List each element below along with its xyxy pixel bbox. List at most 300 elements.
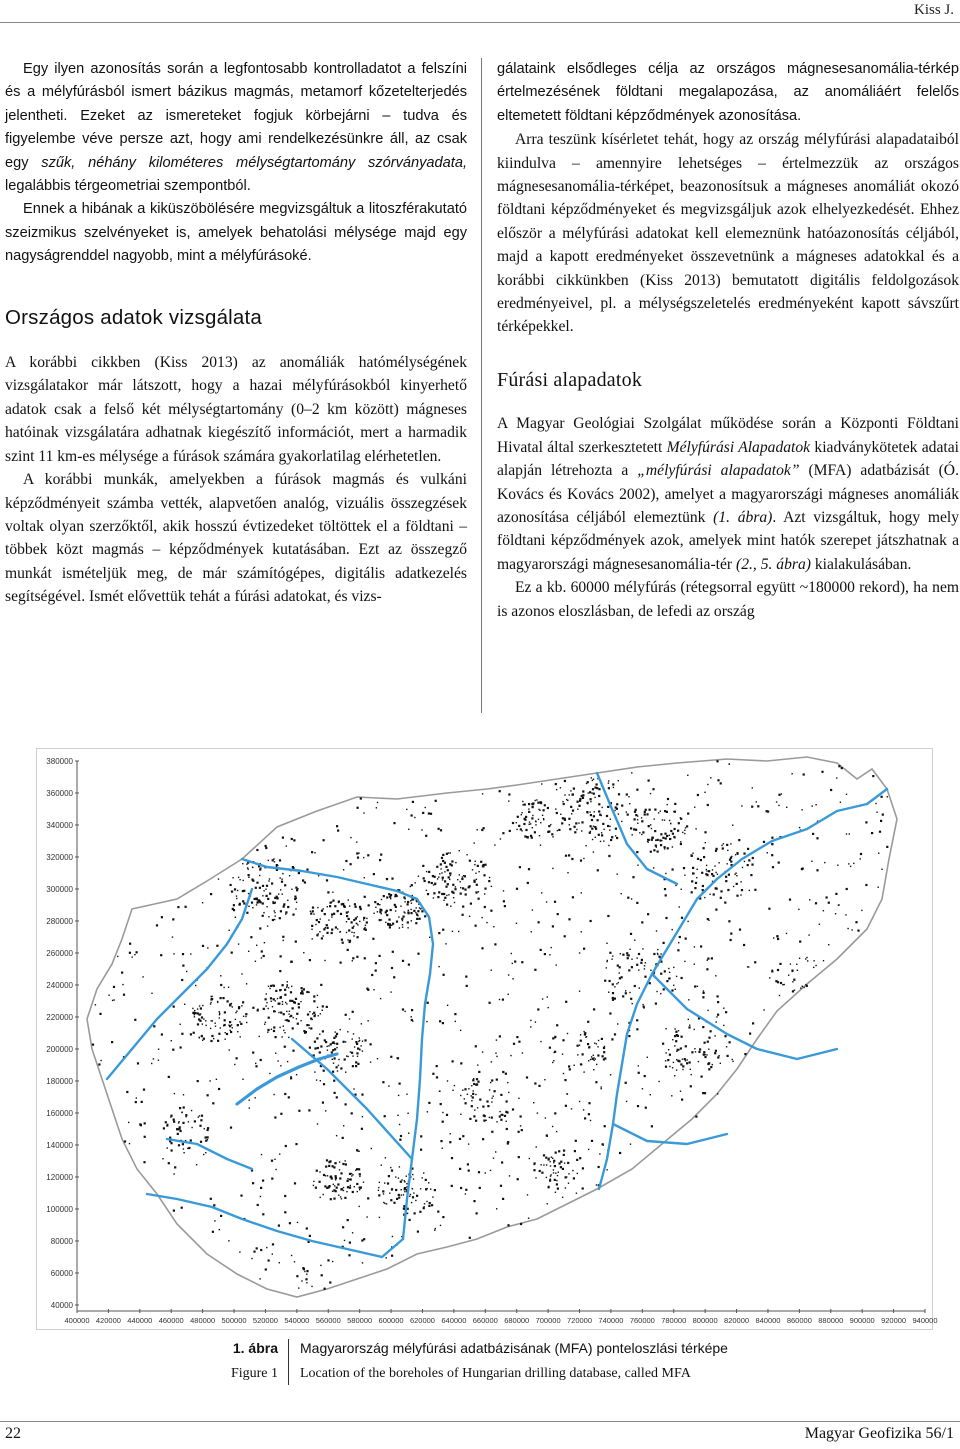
borehole-point [334,1057,336,1059]
borehole-point [415,1200,416,1201]
borehole-point [202,1005,203,1006]
borehole-point [264,942,265,943]
borehole-point [378,1190,379,1191]
borehole-point [465,893,467,895]
borehole-point [522,1052,523,1053]
x-tick-label: 500000 [221,1316,247,1325]
borehole-point [669,1066,670,1067]
borehole-point [248,869,249,870]
borehole-point [280,877,281,878]
borehole-point [438,828,440,830]
borehole-point [359,1049,360,1050]
borehole-point [322,1102,324,1104]
borehole-point [337,928,338,929]
borehole-point [341,939,343,941]
borehole-point [304,881,306,883]
borehole-point [260,901,262,903]
borehole-point [676,1059,677,1060]
borehole-point [210,1040,212,1042]
borehole-point [202,945,204,947]
borehole-point [744,861,745,862]
borehole-point [657,949,658,950]
borehole-point [532,803,534,805]
borehole-point [533,1169,535,1171]
borehole-point [185,1114,187,1116]
borehole-point [359,1176,360,1177]
borehole-point [684,1058,686,1060]
borehole-point [240,1195,242,1197]
figure-caption-en: Location of the boreholes of Hungarian drilling database, called MFA [300,1366,691,1381]
borehole-point [575,1140,577,1142]
borehole-point [493,926,494,927]
borehole-point [294,1261,295,1262]
borehole-point [590,1120,591,1121]
borehole-point [588,792,589,793]
borehole-point [181,979,183,981]
borehole-point [284,994,286,996]
borehole-point [751,806,753,808]
borehole-point [411,920,412,921]
borehole-point [256,898,258,900]
borehole-point [277,998,278,999]
borehole-point [677,830,679,832]
borehole-point [618,780,619,781]
borehole-point [200,1119,202,1121]
borehole-point [484,1115,486,1117]
borehole-point [179,1129,180,1130]
borehole-point [238,904,239,905]
borehole-point [242,1001,244,1003]
borehole-point [357,857,359,859]
borehole-point [611,836,613,838]
borehole-point [236,1057,238,1059]
borehole-point [316,1079,317,1080]
borehole-point [525,816,527,818]
borehole-point [751,864,753,866]
borehole-point [288,1096,290,1098]
borehole-point [339,1169,340,1170]
borehole-point [650,970,651,971]
borehole-point [229,1021,231,1023]
river-drava [147,1194,403,1257]
borehole-point [197,1080,199,1082]
borehole-point [277,1060,278,1061]
borehole-point [346,915,348,917]
river-tisza [599,789,887,1189]
borehole-point [669,1054,671,1056]
borehole-point [391,1255,393,1257]
borehole-point [219,1013,220,1014]
borehole-point [417,910,419,912]
borehole-point [708,920,709,921]
borehole-point [230,1030,231,1031]
borehole-point [608,780,609,781]
borehole-point [265,889,266,890]
borehole-point [246,983,247,984]
borehole-point [268,986,269,987]
borehole-point [522,804,523,805]
borehole-point [306,869,308,871]
right-paragraph-1: gálataink elsődleges célja az országos mágnesesanomália-térkép értelmezésének földtani megalapozása, az anomáliáért felelős eltemetett földtani képződmények azonosítása. [497,61,959,124]
borehole-point [373,873,375,875]
borehole-point [560,787,561,788]
borehole-point [322,1031,323,1032]
borehole-point [288,1037,289,1038]
borehole-point [410,1194,411,1195]
borehole-point [706,1054,707,1055]
borehole-point [791,970,793,972]
borehole-point [390,1167,391,1168]
borehole-point [672,1067,673,1068]
borehole-point [611,1038,613,1040]
borehole-point [675,1040,677,1042]
borehole-point [718,1055,719,1056]
borehole-point [691,891,693,893]
borehole-point [389,1193,390,1194]
borehole-point [701,1076,703,1078]
borehole-point [590,831,591,832]
river-maros [613,1124,727,1144]
borehole-point [540,1041,541,1042]
borehole-point [255,1097,256,1098]
borehole-point [322,1010,323,1011]
borehole-point [410,900,411,901]
borehole-point [857,930,859,932]
borehole-point [608,782,609,783]
borehole-point [771,843,773,845]
borehole-point [598,1166,600,1168]
borehole-point [621,893,622,894]
borehole-point [514,961,516,963]
borehole-point [674,828,676,830]
borehole-point [380,998,381,999]
borehole-point [286,1011,287,1012]
borehole-point [345,1160,346,1161]
borehole-point [320,1080,321,1081]
borehole-point [282,894,283,895]
borehole-point [473,1078,474,1079]
borehole-point [660,844,662,846]
borehole-point [220,1027,221,1028]
borehole-point [579,798,581,800]
borehole-point [670,830,672,832]
borehole-point [606,967,607,968]
borehole-point [674,803,676,805]
borehole-point [682,1059,683,1060]
borehole-point [552,1037,554,1039]
borehole-point [182,1144,183,1145]
borehole-point [336,1047,337,1048]
borehole-point [591,1140,593,1142]
borehole-point [660,993,661,994]
borehole-point [850,866,851,867]
borehole-point [295,1143,297,1145]
borehole-point [558,1150,560,1152]
borehole-point [471,1085,472,1086]
borehole-point [194,1012,196,1014]
borehole-point [806,957,807,958]
borehole-point [304,1271,305,1272]
borehole-point [778,805,779,806]
borehole-point [442,1022,444,1024]
borehole-point [591,1056,592,1057]
borehole-point [747,864,749,866]
borehole-point [591,828,593,830]
right-paragraph-3 [497,412,959,576]
borehole-point [407,901,409,903]
borehole-point [674,1028,675,1029]
borehole-point [491,1079,493,1081]
borehole-point [717,1014,719,1016]
borehole-point [210,1198,212,1200]
borehole-point [483,1120,485,1122]
borehole-point [291,889,292,890]
borehole-point [598,834,600,836]
borehole-point [548,1158,550,1160]
borehole-point [716,848,718,850]
borehole-point [636,1028,638,1030]
borehole-point [466,985,468,987]
borehole-point [289,875,290,876]
borehole-point [306,1227,308,1229]
borehole-point [496,1121,497,1122]
borehole-point [348,929,350,931]
borehole-point [553,1169,554,1170]
borehole-point [251,902,253,904]
borehole-point [266,993,267,994]
borehole-point [324,1185,326,1187]
borehole-point [471,1095,472,1096]
borehole-point [338,1195,339,1196]
borehole-point [426,871,427,872]
borehole-point [460,1062,462,1064]
borehole-point [710,777,711,778]
borehole-point [333,1189,335,1191]
borehole-point [414,1212,416,1214]
x-tick-label: 580000 [347,1316,373,1325]
borehole-point [588,1102,590,1104]
borehole-point [450,875,451,876]
borehole-point [327,1175,328,1176]
borehole-point [727,1055,729,1057]
borehole-point [855,921,857,923]
borehole-point [438,966,439,967]
borehole-point [266,1002,267,1003]
borehole-point [345,1072,346,1073]
borehole-point [577,1173,578,1174]
borehole-point [460,1187,462,1189]
borehole-point [732,1059,733,1060]
borehole-point [685,827,686,828]
borehole-point [386,1257,387,1258]
borehole-point [285,1002,286,1003]
borehole-point [381,913,382,914]
borehole-point [438,932,440,934]
borehole-point [626,811,627,812]
borehole-point [275,1036,277,1038]
borehole-point [779,963,781,965]
borehole-point [554,1036,556,1038]
borehole-point [554,1052,555,1053]
borehole-point [457,879,458,880]
borehole-point [614,810,615,811]
borehole-point [678,1030,679,1031]
borehole-point [790,963,791,964]
borehole-point [340,1067,342,1069]
borehole-point [178,1122,179,1123]
borehole-point [379,904,380,905]
borehole-point [265,1022,266,1023]
borehole-point [306,1270,308,1272]
borehole-point [312,910,314,912]
borehole-point [347,1178,348,1179]
left-p1-text: Egy ilyen azonosítás során a legfontosabb kontrolladatot a felszíni és a mélyfúrásból ismert bázikus magmás, metamorf kőzetelterjedés jelentheti. Ezeket az ismereteket fogjuk körbejárni – tudva és figyelembe véve persze azt, hogy ami rendelkezésünkre áll, az csak egy [5,61,467,171]
borehole-point [408,964,410,966]
borehole-point [275,990,277,992]
borehole-point [732,1061,733,1062]
borehole-point [579,1045,580,1046]
borehole-point [721,845,722,846]
borehole-point [684,830,685,831]
borehole-point [397,1115,398,1116]
borehole-point [271,1178,273,1180]
borehole-point [441,857,443,859]
borehole-point [273,998,275,1000]
borehole-point [552,1126,553,1127]
borehole-point [617,1023,618,1024]
borehole-point [482,1051,483,1052]
borehole-point [423,877,425,879]
borehole-point [291,838,293,840]
borehole-point [263,912,264,913]
borehole-point [813,967,814,968]
borehole-point [347,1056,348,1057]
borehole-point [587,802,589,804]
borehole-point [294,896,296,898]
borehole-point [346,1191,347,1192]
borehole-point [706,870,707,871]
borehole-point [330,1176,332,1178]
borehole-point [590,825,592,827]
borehole-point [671,1095,672,1096]
borehole-point [698,1051,700,1053]
borehole-point [245,1016,246,1017]
borehole-point [835,893,837,895]
borehole-point [431,1204,433,1206]
borehole-point [399,1083,401,1085]
borehole-point [687,775,688,776]
borehole-point [529,824,530,825]
borehole-point [577,801,579,803]
borehole-point [340,1196,341,1197]
borehole-point [230,1127,232,1129]
borehole-point [606,1169,607,1170]
borehole-point [720,890,722,892]
left-paragraph-3: A korábbi cikkben (Kiss 2013) az anomáliák hatómélységének vizsgálatakor már látszott, hogy a hazai mélyfúrásokból kinyerhető adatok csak a felső két mélységtartomány (0–2 km között) mágneses hatóinak vizsgálatára adhatnak kiegészítő információt, mert a harmadik szint 11 km-es mélysége a fúrások számára gyakorlatilag elérhetetlen. [5,354,467,465]
borehole-point [462,887,464,889]
borehole-point [329,1281,331,1283]
borehole-point [543,809,545,811]
borehole-point [521,812,522,813]
borehole-point [418,876,419,877]
borehole-point [177,906,179,908]
borehole-point [713,893,715,895]
borehole-point [510,1055,511,1056]
borehole-point [396,895,398,897]
borehole-point [292,914,294,916]
borehole-point [198,1116,199,1117]
borehole-point [737,854,738,855]
borehole-point [412,1020,413,1021]
borehole-point [420,908,421,909]
borehole-point [495,1151,496,1152]
borehole-point [639,832,640,833]
borehole-point [603,840,604,841]
borehole-point [191,1127,192,1128]
borehole-point [837,865,838,866]
borehole-point [265,847,267,849]
borehole-point [741,805,742,806]
borehole-point [650,793,651,794]
borehole-point [469,1237,471,1239]
borehole-point [356,1183,358,1185]
borehole-point [356,852,358,854]
borehole-point [171,1149,173,1151]
borehole-point [399,1124,400,1125]
borehole-point [306,991,308,993]
borehole-point [685,938,687,940]
borehole-point [656,846,657,847]
column-divider [481,58,482,713]
borehole-point [340,1188,342,1190]
borehole-point [835,913,836,914]
borehole-point [437,878,438,879]
borehole-point [404,1188,406,1190]
borehole-point [329,905,331,907]
borehole-point [306,1274,307,1275]
borehole-point [442,877,443,878]
borehole-point [420,1188,421,1189]
borehole-point [399,1139,401,1141]
borehole-point [141,1101,143,1103]
borehole-point [476,1078,478,1080]
figure-caption-hu: Magyarország mélyfúrási adatbázisának (MFA) ponteloszlási térképe [300,1340,728,1356]
borehole-point [477,1107,478,1108]
borehole-point [364,957,366,959]
borehole-point [308,1109,310,1111]
borehole-point [564,780,566,782]
borehole-point [717,1056,719,1058]
borehole-point [271,1001,272,1002]
borehole-point [455,886,456,887]
borehole-point [462,1090,463,1091]
borehole-point [767,852,768,853]
borehole-point [622,954,624,956]
borehole-point [631,898,632,899]
borehole-point [614,998,616,1000]
borehole-point [708,1068,710,1070]
borehole-point [386,910,388,912]
borehole-point [301,990,303,992]
borehole-point [383,895,385,897]
borehole-point [549,1180,551,1182]
borehole-point [275,1053,276,1054]
borehole-point [725,1011,727,1013]
borehole-point [680,843,682,845]
borehole-point [772,866,774,868]
borehole-point [490,910,492,912]
borehole-point [407,927,408,928]
